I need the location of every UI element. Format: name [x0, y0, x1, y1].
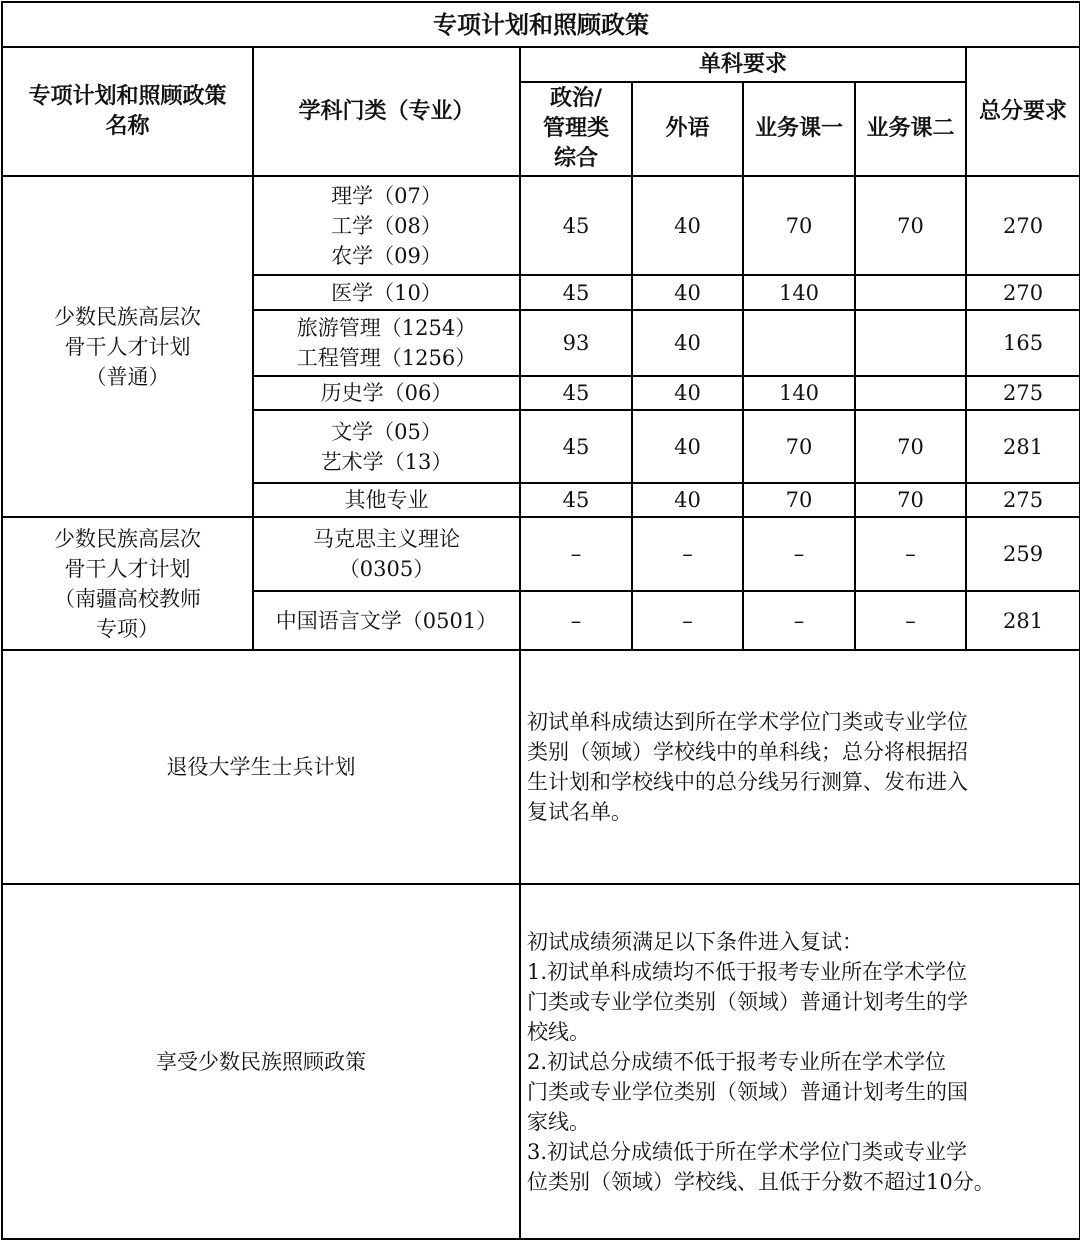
policy-name-general: 少数民族高层次 骨干人才计划 （普通）: [2, 176, 253, 517]
subject-cell: 历史学（06）: [253, 376, 520, 410]
table-title: 专项计划和照顾政策: [2, 2, 1080, 47]
veterans-requirement-note: 初试单科成绩达到所在学术学位门类或专业学位 类别（领域）学校线中的单科线；总分将根据招 生计划和学校线中的总分线另行测算、发布进入 复试名单。: [520, 650, 1080, 884]
header-foreign-language: 外语: [632, 82, 743, 176]
language-score: 40: [632, 410, 743, 483]
course-two-score: –: [855, 591, 966, 650]
total-score: 270: [966, 275, 1080, 310]
header-total-score: 总分要求: [966, 47, 1080, 176]
course-one-score: 140: [743, 376, 855, 410]
table-row: [2, 517, 1080, 591]
subject-cell: 其他专业: [253, 483, 520, 517]
course-one-score: 70: [743, 410, 855, 483]
course-one-score: 140: [743, 275, 855, 310]
header-single-subject: 单科要求: [520, 47, 966, 82]
header-politics: 政治/ 管理类 综合: [520, 82, 632, 176]
subject-cell: 文学（05） 艺术学（13）: [253, 410, 520, 483]
language-score: –: [632, 591, 743, 650]
course-one-score: 70: [743, 483, 855, 517]
subject-cell: 医学（10）: [253, 275, 520, 310]
politics-score: 45: [520, 376, 632, 410]
total-score: 165: [966, 310, 1080, 376]
total-score: 281: [966, 410, 1080, 483]
politics-score: –: [520, 517, 632, 591]
total-score: 281: [966, 591, 1080, 650]
total-score: 270: [966, 176, 1080, 275]
subject-cell: 马克思主义理论 （0305）: [253, 517, 520, 591]
minority-requirement-note: 初试成绩须满足以下条件进入复试： 1.初试单科成绩均不低于报考专业所在学术学位 门类或专业学位类别（领域）普通计划考生的学 校线。 2.初试总分成绩不低于报考专业所在学术学位 门类或专业学位类别（领域）普通计划考生的国 家线。 3.初试总分成绩低于所在学术学位门类或专业学 位类别（领域）学校线、且低于分数不超过10分。: [520, 884, 1080, 1239]
language-score: 40: [632, 483, 743, 517]
table-row: [2, 650, 1080, 884]
subject-cell: 中国语言文学（0501）: [253, 591, 520, 650]
header-course-one: 业务课一: [743, 82, 855, 176]
course-two-score: [855, 310, 966, 376]
politics-score: 93: [520, 310, 632, 376]
course-one-score: –: [743, 517, 855, 591]
subject-cell: 理学（07） 工学（08） 农学（09）: [253, 176, 520, 275]
table-row: [2, 176, 1080, 275]
course-two-score: 70: [855, 483, 966, 517]
header-course-two: 业务课二: [855, 82, 966, 176]
language-score: 40: [632, 275, 743, 310]
course-two-score: [855, 376, 966, 410]
total-score: 259: [966, 517, 1080, 591]
language-score: 40: [632, 310, 743, 376]
course-two-score: 70: [855, 176, 966, 275]
course-one-score: [743, 310, 855, 376]
subject-cell: 旅游管理（1254） 工程管理（1256）: [253, 310, 520, 376]
politics-score: 45: [520, 176, 632, 275]
language-score: 40: [632, 176, 743, 275]
table-row: [2, 884, 1080, 1239]
politics-score: 45: [520, 483, 632, 517]
politics-score: 45: [520, 275, 632, 310]
course-two-score: –: [855, 517, 966, 591]
course-two-score: 70: [855, 410, 966, 483]
header-policy-name: 专项计划和照顾政策 名称: [2, 47, 253, 176]
politics-score: 45: [520, 410, 632, 483]
header-subject-category: 学科门类（专业）: [253, 47, 520, 176]
total-score: 275: [966, 376, 1080, 410]
politics-score: –: [520, 591, 632, 650]
policy-table: [1, 1, 1080, 1240]
course-one-score: 70: [743, 176, 855, 275]
course-two-score: [855, 275, 966, 310]
total-score: 275: [966, 483, 1080, 517]
course-one-score: –: [743, 591, 855, 650]
language-score: 40: [632, 376, 743, 410]
policy-name-veterans: 退役大学生士兵计划: [2, 650, 520, 884]
language-score: –: [632, 517, 743, 591]
policy-name-southxj: 少数民族高层次 骨干人才计划 （南疆高校教师 专项）: [2, 517, 253, 650]
policy-name-minority: 享受少数民族照顾政策: [2, 884, 520, 1239]
